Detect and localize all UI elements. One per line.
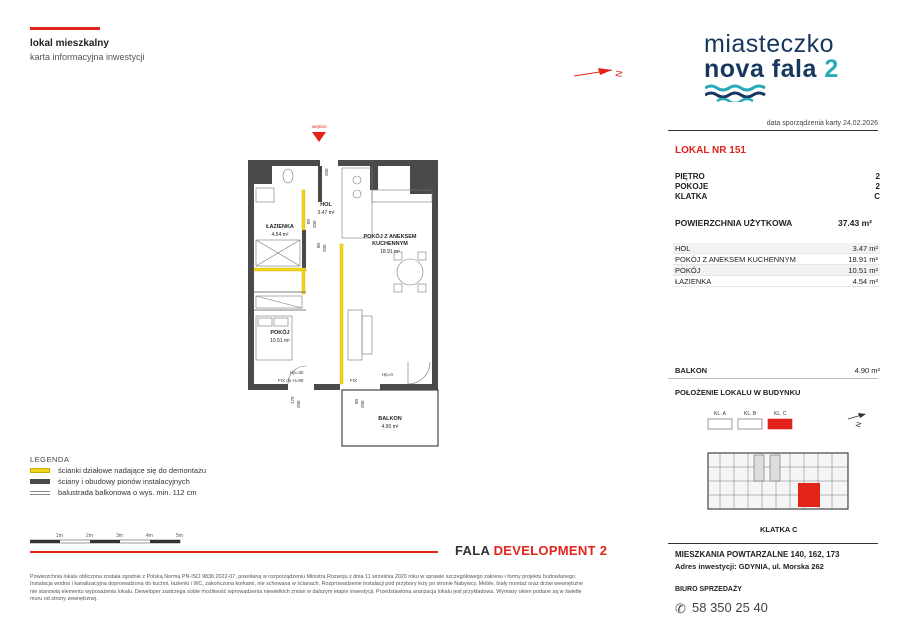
building-key-plan bbox=[700, 405, 880, 525]
svg-text:N: N bbox=[613, 69, 625, 78]
info-label: POKOJE bbox=[675, 182, 709, 191]
dim-label: 200 bbox=[322, 244, 327, 252]
room-name: HOL bbox=[675, 244, 691, 253]
investment-address bbox=[675, 562, 824, 571]
disclaimer-text: Powierzchnia lokalu obliczona została zgodnie z Polską Normą PN-ISO 9836:2022-07, powołaną w rozporządzeniu Ministra Rozwoju z dnia 11 września 2020 roku w sprawie szczegółowego zakresu i formy projektu budowlanego. Instalacja wodna i kanalizacyjna doprowadzona do kuchni, łazienki i WC, zakończona korkami, nie schowana w ścianach. Rozprowadzenie instalacji pod przybory leży po stronie Nabywcy. Meble, biały montaż oraz drzwi wewnętrzne nie stanowią elementu wyposażenia lokalu. Deweloper zastrzega sobie możliwość wprowadzenia niewielkich zmian w dalszym etapie inwestycji. Przedstawiona aranżacja lokalu jest przykładowa. Wymiary okien podane są w świetle muru od strony zewnętrznej. bbox=[30, 574, 584, 602]
dim-label: 80 bbox=[354, 398, 359, 404]
legend-label: balustrada balkonowa o wys. min. 112 cm bbox=[58, 488, 197, 497]
staircase-highlight-label: KLATKA C bbox=[760, 525, 798, 534]
logo-number: 2 bbox=[824, 55, 839, 83]
scale-label: 3m bbox=[116, 533, 123, 539]
legend-item bbox=[30, 477, 190, 486]
brand-part-1: FALA bbox=[455, 543, 494, 558]
scale-label: 2m bbox=[86, 533, 93, 539]
repeat-series: MIESZKANIA POWTARZALNE 140, 162, 173 bbox=[675, 550, 840, 559]
sales-office-label: BIURO SPRZEDAŻY bbox=[675, 586, 742, 593]
document-subtitle: karta informacyjna inwestycji bbox=[30, 52, 145, 62]
legend-swatch bbox=[30, 479, 50, 484]
divider bbox=[668, 543, 878, 544]
room-label: ŁAZIENKA bbox=[266, 224, 294, 230]
logo-line-2 bbox=[704, 55, 839, 84]
dim-label: 200 bbox=[296, 400, 301, 408]
balcony-row bbox=[675, 366, 880, 375]
logo-waves-icon bbox=[705, 84, 841, 102]
balcony-label: BALKON bbox=[675, 366, 708, 375]
table-row bbox=[673, 265, 880, 276]
info-label: KLATKA bbox=[675, 192, 708, 201]
divider bbox=[668, 130, 878, 131]
phone-icon: ✆ bbox=[675, 601, 686, 616]
room-label: BALKON bbox=[378, 416, 402, 422]
scale-label: 5m bbox=[176, 533, 183, 539]
info-row-floor bbox=[675, 172, 880, 181]
developer-brand bbox=[455, 543, 607, 558]
date-line: data sporządzenia karty 24.02.2026 bbox=[766, 120, 878, 127]
room-label: POKÓJ bbox=[270, 330, 290, 336]
room-area-label: 18.91 m² bbox=[380, 249, 400, 255]
lokal-number: LOKAL NR 151 bbox=[675, 145, 746, 156]
dim-label: 200 bbox=[312, 220, 317, 228]
usable-area bbox=[675, 218, 880, 228]
legend-swatch bbox=[30, 468, 50, 473]
legend-swatch bbox=[30, 491, 50, 495]
table-row bbox=[673, 254, 880, 265]
info-value: 2 bbox=[875, 172, 880, 181]
room-area-label: 4.54 m² bbox=[271, 232, 289, 238]
room-area: 18.91 m² bbox=[848, 255, 878, 264]
dim-label: 200 bbox=[324, 168, 329, 176]
legend-label: ścianki działowe nadające się do demontażu bbox=[58, 466, 207, 475]
info-value: C bbox=[874, 192, 880, 201]
dim-label: 80 bbox=[306, 218, 311, 224]
room-area-table bbox=[673, 243, 880, 287]
info-row-staircase bbox=[675, 192, 880, 201]
legend-item bbox=[30, 466, 206, 475]
sales-phone[interactable]: 58 350 25 40 bbox=[692, 600, 768, 615]
usable-area-value: 37.43 m² bbox=[837, 218, 872, 228]
hp-label: Hp=30 bbox=[290, 370, 304, 375]
room-area-label: 10.51 m² bbox=[270, 338, 290, 344]
stair-label: KL. B bbox=[744, 411, 757, 417]
table-row bbox=[673, 276, 880, 287]
room-area-label: 3.47 m² bbox=[317, 210, 335, 216]
room-name: POKÓJ bbox=[675, 266, 701, 275]
scale-label: 4m bbox=[146, 533, 153, 539]
floor-plan bbox=[230, 120, 450, 450]
room-name: ŁAZIENKA bbox=[675, 277, 712, 286]
room-area: 3.47 m² bbox=[852, 244, 878, 253]
north-label: N bbox=[855, 421, 864, 429]
scale-bar bbox=[30, 532, 200, 546]
stair-label: KL. C bbox=[774, 411, 787, 417]
info-value: 2 bbox=[875, 182, 880, 191]
divider bbox=[668, 378, 878, 379]
table-row bbox=[673, 243, 880, 254]
hp-label: Hp=0 bbox=[382, 372, 393, 377]
entrance-label: wejście bbox=[312, 124, 327, 129]
room-label: KUCHENNYM bbox=[372, 241, 408, 247]
info-label: PIĘTRO bbox=[675, 172, 705, 181]
address-label: Adres inwestycji: bbox=[675, 562, 739, 571]
logo-name: nova fala bbox=[704, 55, 817, 83]
legend-label: ściany i obudowy pionów instalacyjnych bbox=[58, 477, 190, 486]
brand-rule bbox=[30, 551, 438, 553]
document-title: lokal mieszkalny bbox=[30, 38, 109, 49]
stair-label: KL. A bbox=[714, 411, 726, 417]
address-value: GDYNIA, ul. Morska 262 bbox=[738, 562, 824, 571]
scale-label: 1m bbox=[56, 533, 63, 539]
fix-label: FIX do H=90 bbox=[278, 378, 304, 383]
legend-title: LEGENDA bbox=[30, 455, 70, 464]
north-arrow-icon bbox=[572, 58, 632, 88]
room-area-label: 4.90 m² bbox=[381, 424, 399, 430]
header-accent-bar bbox=[30, 27, 100, 30]
dim-label: 90 bbox=[318, 166, 323, 172]
room-area: 4.54 m² bbox=[852, 277, 878, 286]
logo-line-1: miasteczko bbox=[704, 30, 835, 58]
entrance-arrow-icon bbox=[312, 132, 326, 142]
room-label: HOL bbox=[320, 202, 332, 208]
fix-label: FIX bbox=[350, 378, 358, 383]
legend-item bbox=[30, 488, 197, 497]
dim-label: 200 bbox=[360, 400, 365, 408]
room-area: 10.51 m² bbox=[848, 266, 878, 275]
brand-part-2: DEVELOPMENT 2 bbox=[493, 543, 608, 558]
position-title: POŁOŻENIE LOKALU W BUDYNKU bbox=[675, 388, 801, 397]
dim-label: 80 bbox=[316, 242, 321, 248]
room-label: POKÓJ Z ANEKSEM bbox=[363, 234, 417, 240]
room-name: POKÓJ Z ANEKSEM KUCHENNYM bbox=[675, 255, 796, 264]
info-row-rooms bbox=[675, 182, 880, 191]
dim-label: 170 bbox=[290, 396, 295, 404]
balcony-value: 4.90 m² bbox=[854, 366, 880, 375]
usable-area-label: POWIERZCHNIA UŻYTKOWA bbox=[675, 218, 793, 228]
